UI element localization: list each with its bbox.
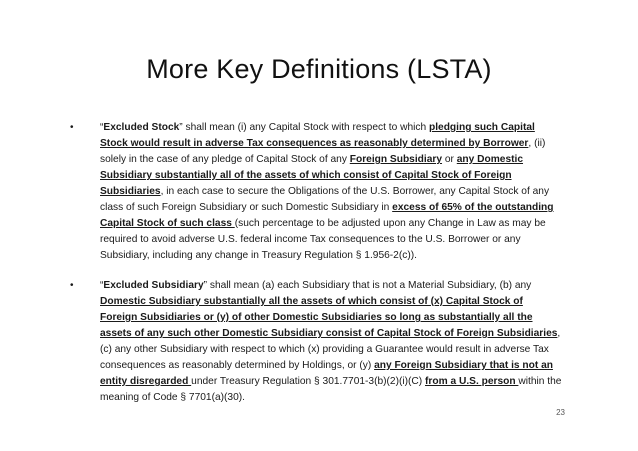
plain-text: ” shall mean (a) each Subsidiary that is not a Material Subsidiary, (b) any [203, 280, 532, 291]
emphasized-text: Excluded Subsidiary [103, 280, 204, 291]
bullet-list [70, 120, 562, 406]
bullet-excluded-subsidiary [70, 278, 562, 406]
plain-text: (such percentage to be adjusted upon any Change in Law as may be required to avoid adverse U.S. federal income Tax consequences to the U.S. Borrower or any Subsidiary, including any change in Treasury Regulation § 1.956-2(c)). [100, 218, 546, 261]
page-number: 23 [556, 408, 565, 417]
plain-text: within the meaning of Code § 7701(a)(30). [100, 376, 562, 403]
plain-text: , in each case to secure the Obligations of the U.S. Borrower, any Capital Stock of any class of such Foreign Subsidiary or such Domestic Subsidiary in [100, 186, 550, 213]
slide-title: More Key Definitions (LSTA) [146, 54, 492, 84]
plain-text: or [442, 154, 457, 165]
emphasized-text: any Foreign Subsidiary that is not an entity disregarded [100, 360, 553, 387]
emphasized-text: excess of 65% of the outstanding Capital Stock of such class [100, 202, 554, 229]
emphasized-text: Excluded Stock [103, 122, 180, 133]
plain-text: ” shall mean (i) any Capital Stock with respect to which [179, 122, 429, 133]
bullet-dot-icon: • [70, 280, 74, 291]
emphasized-text: from a U.S. person [425, 376, 519, 387]
plain-text: “ [100, 122, 104, 133]
emphasized-text: any Domestic Subsidiary substantially all of the assets of which consist of Capital Stock of Foreign Subsidiaries [100, 154, 524, 197]
bullet-dot-icon: • [70, 122, 74, 133]
emphasized-text: Foreign Subsidiary [349, 154, 443, 165]
bullet-text [100, 280, 561, 403]
plain-text: “ [100, 280, 104, 291]
emphasized-text: pledging such Capital Stock would result in adverse Tax consequences as reasonably determined by Borrower [100, 122, 535, 149]
emphasized-text: Domestic Subsidiary substantially all the assets of which consist of (x) Capital Stock of Foreign Subsidiaries or (y) of other Domestic Subsidiaries so long as substantially all the assets of any such other Domestic Subsidiary consist of Capital Stock of Foreign Subsidiaries [100, 296, 558, 339]
bullet-excluded-stock [70, 120, 562, 264]
plain-text: under Treasury Regulation § 301.7701-3(b)(2)(i)(C) [191, 376, 426, 387]
plain-text: , (ii) solely in the case of any pledge of Capital Stock of any [100, 138, 546, 165]
plain-text: , (c) any other Subsidiary with respect to which (x) providing a Guarantee would result in adverse Tax consequences as reasonably determined by Holdings, or (y) [100, 328, 561, 371]
bullet-text [100, 122, 554, 261]
